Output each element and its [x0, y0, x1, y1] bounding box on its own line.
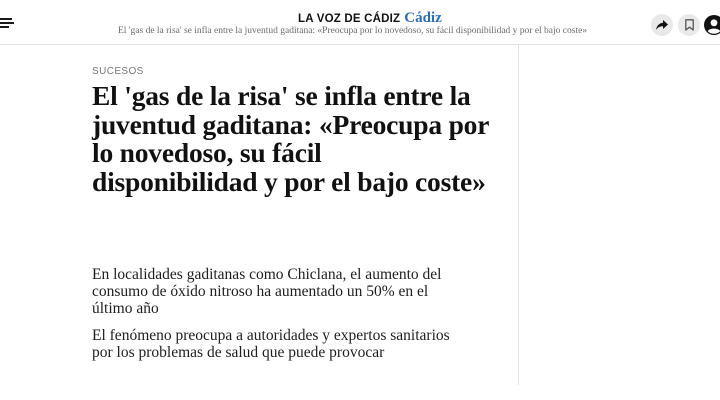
section-label[interactable]: SUCESOS — [92, 66, 144, 77]
top-navigation-bar — [0, 0, 720, 45]
column-divider — [518, 45, 519, 385]
edition-label: Cádiz — [404, 10, 442, 26]
bookmark-icon — [685, 19, 694, 31]
share-button[interactable] — [651, 14, 673, 36]
article-subheadline: El fenómeno preocupa a autoridades y expertos sanitarios por los problemas de salud que puede provocar — [92, 327, 450, 361]
menu-icon[interactable] — [0, 16, 14, 30]
bookmark-button[interactable] — [678, 14, 700, 36]
article-subheadline: En localidades gaditanas como Chiclana, el aumento del consumo de óxido nitroso ha aumentado un 50% en el último año — [92, 266, 442, 317]
brand-logo[interactable] — [298, 9, 442, 27]
share-icon — [656, 20, 668, 31]
article-headline: El 'gas de la risa' se infla entre la juventud gaditana: «Preocupa por lo novedoso, su fácil disponibilidad y por el bajo coste» — [92, 80, 489, 197]
user-icon — [704, 15, 720, 35]
masthead: LA VOZ DE CÁDIZ — [298, 13, 401, 25]
user-profile-button[interactable] — [704, 15, 720, 35]
article-ticker: El 'gas de la risa' se infla entre la juventud gaditana: «Preocupa por lo novedoso, su fácil disponibilidad y por el bajo coste» — [118, 26, 588, 36]
